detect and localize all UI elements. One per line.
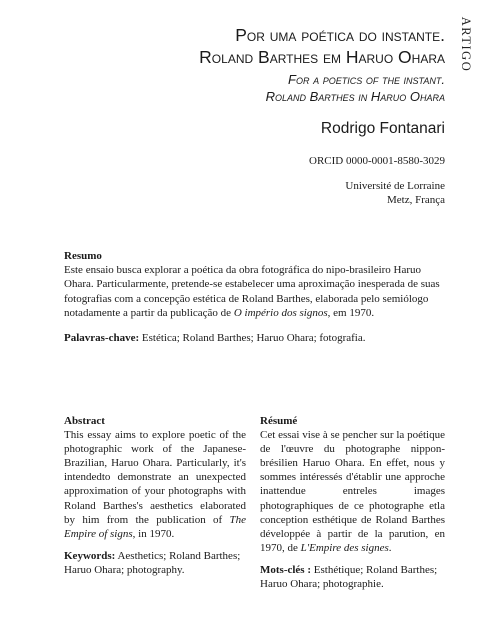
section-label: ARTIGO	[459, 16, 473, 72]
affiliation-location: Metz, França	[386, 193, 445, 206]
abstract-text-end: , in 1970.	[132, 527, 175, 540]
title-en-line1: For a poetics of the instant.	[288, 72, 445, 87]
mots-cles	[260, 563, 445, 591]
keywords-text: Aesthetics; Roland Barthes; Haruo Ohara; photography.	[64, 550, 241, 577]
palavras-chave	[64, 331, 445, 345]
resumo-text-end: , em 1970.	[327, 306, 375, 319]
palavras-chave-text: Estética; Roland Barthes; Haruo Ohara; fotografia.	[139, 332, 366, 344]
article-title-portuguese	[45, 24, 445, 68]
abstract-book-title: The Empire of signs	[64, 513, 246, 540]
resumo-text-main: Este ensaio busca explorar a poética da obra fotográfica do nipo-brasileiro Haruo Ohara. Particularmente, pretende-se estabelecer uma aproximação inesperada de suas fotografias com a concepção estética de Roland Barthes, elaborada pelo semiólogo notadamente a partir da publicação de	[64, 264, 440, 319]
title-en-line2: Roland Barthes in Haruo Ohara	[265, 89, 445, 104]
resume-book-title: L'Empire des signes	[300, 541, 389, 554]
mots-cles-text: Esthétique; Roland Barthes; Haruo Ohara; photographie.	[260, 564, 438, 591]
keywords-label: Keywords:	[64, 550, 116, 562]
resumo-text	[64, 263, 445, 320]
abstract-heading: Abstract	[64, 415, 105, 427]
resume-text	[260, 428, 445, 555]
resume-text-main: Cet essai vise à se pencher sur la poétique de l'œuvre du photographe nippon-brésilien Haruo Ohara. En effet, nous y sommes intéressés d'établir une approche inattendue entreles images photographiques de ce photographe etla conception esthétique de Roland Barthes développée à partir de la parution, en 1970, de	[260, 429, 445, 554]
author-affiliation	[145, 180, 445, 207]
resumo-book-title: O império dos signos	[233, 306, 328, 319]
title-pt-line2: Roland Barthes em Haruo Ohara	[199, 47, 445, 67]
keywords	[64, 549, 246, 577]
resume-heading: Résumé	[260, 415, 298, 427]
abstract-section	[64, 414, 246, 541]
author-orcid: ORCID 0000-0001-8580-3029	[309, 155, 445, 167]
resumo-section	[64, 249, 445, 320]
resume-text-end: .	[388, 541, 392, 554]
section-tab	[451, 0, 480, 88]
resume-section	[260, 414, 445, 555]
palavras-chave-label: Palavras-chave:	[64, 332, 140, 344]
mots-cles-label: Mots-clés :	[260, 564, 312, 576]
abstract-text	[64, 428, 246, 541]
affiliation-institution: Université de Lorraine	[345, 180, 445, 192]
author-name: Rodrigo Fontanari	[320, 120, 445, 137]
title-pt-line1: Por uma poética do instante.	[235, 25, 445, 45]
article-title-english	[45, 71, 445, 105]
resumo-heading: Resumo	[64, 250, 102, 262]
abstract-text-main: This essay aims to explore poetic of the photographic work of the Japanese-Brazilian, Haruo Ohara. Particularly, it's intendedto demonstrate an unexpected approximation of your photographs with Roland Barthes's aesthetics elaborated by him from the publication of	[64, 429, 246, 526]
